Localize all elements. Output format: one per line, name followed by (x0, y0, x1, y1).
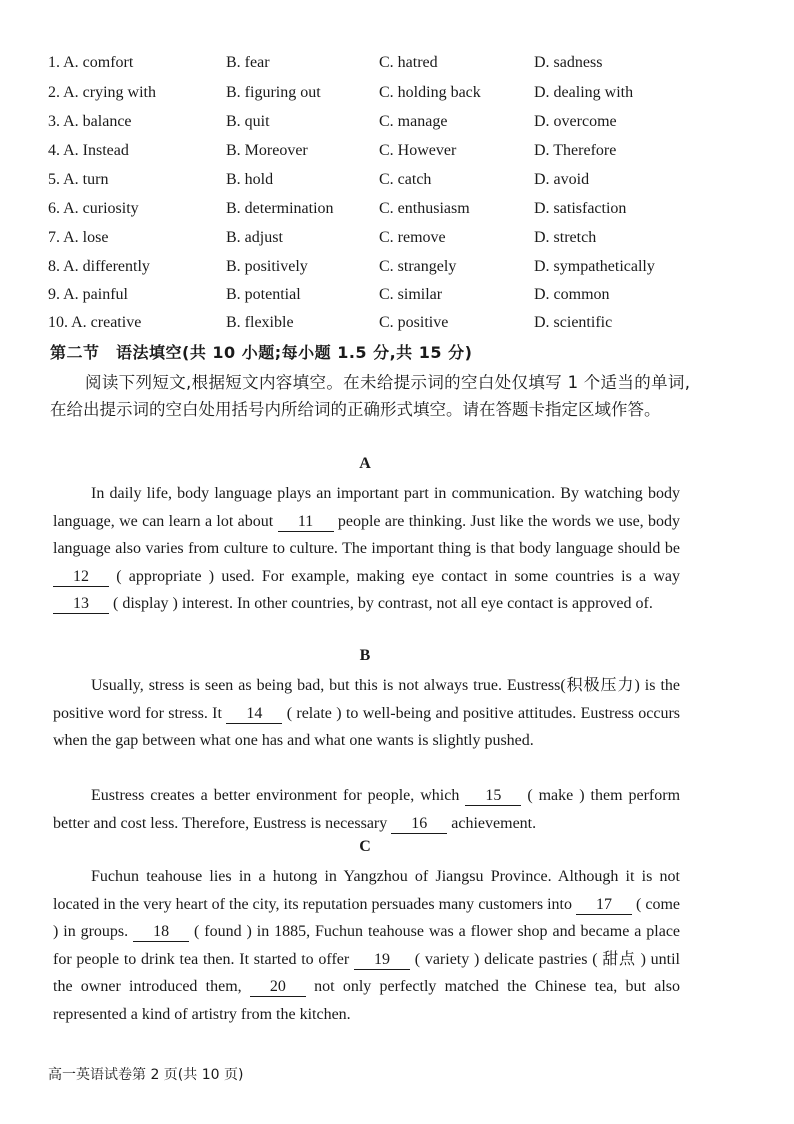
option-row (48, 113, 768, 141)
option-b: B. fear (226, 54, 270, 71)
passage-text: ( make ) them perform better and cost less. Therefore, Eustress is necessary (53, 787, 681, 832)
blank-18[interactable]: 18 (133, 923, 189, 942)
option-c: C. However (379, 142, 457, 159)
option-d: D. satisfaction (534, 200, 627, 217)
option-row (48, 142, 768, 170)
passage-text: ( found ) in 1885, Fuchun teahouse was a flower shop and became a place for people to drink tea then. It started to offer (53, 923, 681, 968)
passage-text: achievement. (451, 814, 537, 832)
blank-12[interactable]: 12 (53, 568, 109, 587)
option-c: C. manage (379, 113, 448, 130)
option-a: 4. A. Instead (48, 142, 129, 159)
passage-text: ( display ) interest. In other countries, by contrast, not all eye contact is approved of. (113, 595, 653, 612)
option-d: D. overcome (534, 113, 617, 130)
blank-14[interactable]: 14 (226, 705, 282, 724)
passage-text: Fuchun teahouse lies in a hutong in Yangzhou of Jiangsu Province. Although it is not located in the very heart of the city, its reputation persuades many customers into (53, 868, 680, 913)
option-row (48, 314, 768, 342)
passage-text: ( come ) in groups. (53, 895, 681, 940)
option-row (48, 54, 768, 82)
option-d: D. scientific (534, 314, 613, 331)
option-c: C. enthusiasm (379, 200, 470, 217)
option-b: B. determination (226, 200, 334, 217)
blank-17[interactable]: 17 (576, 896, 632, 915)
blank-16[interactable]: 16 (391, 815, 447, 834)
option-d: D. stretch (534, 229, 597, 246)
passage-text: Usually, stress is seen as being bad, but this is not always true. Eustress(积极压力) is the positive word for stress. It (53, 677, 680, 722)
option-row (48, 171, 768, 199)
option-a: 9. A. painful (48, 286, 128, 303)
option-b: B. quit (226, 113, 270, 130)
passage-text: not only perfectly matched the Chinese tea, but also represented a kind of artistry from the kitchen. (53, 978, 681, 1023)
option-d: D. sadness (534, 54, 603, 71)
option-c: C. holding back (379, 84, 481, 101)
blank-15[interactable]: 15 (465, 787, 521, 806)
option-row (48, 229, 768, 257)
option-d: D. sympathetically (534, 258, 655, 275)
passage-text: ( appropriate ) used. For example, making eye contact in some countries is a way (116, 567, 680, 585)
option-a: 6. A. curiosity (48, 200, 139, 217)
passage-heading-c: C (359, 838, 371, 855)
blank-13[interactable]: 13 (53, 595, 109, 614)
option-c: C. catch (379, 171, 432, 188)
option-a: 8. A. differently (48, 258, 150, 275)
option-d: D. avoid (534, 171, 590, 188)
passage-b-paragraph-2 (53, 782, 680, 837)
option-c: C. remove (379, 229, 446, 246)
option-row (48, 286, 768, 314)
passage-text: people are thinking. Just like the words we use, body language also varies from culture to culture. The important thing is that body language should be (53, 512, 681, 557)
page-footer: 高一英语试卷第 2 页(共 10 页) (48, 1067, 244, 1083)
passage-text: ( relate ) to well-being and positive attitudes. Eustress occurs when the gap between what one has and what one wants is slightly pushed. (53, 704, 681, 749)
option-row (48, 200, 768, 228)
blank-20[interactable]: 20 (250, 978, 306, 997)
option-a: 1. A. comfort (48, 54, 134, 71)
option-a: 2. A. crying with (48, 84, 156, 101)
passage-heading-b: B (359, 647, 371, 664)
blank-19[interactable]: 19 (354, 951, 410, 970)
option-c: C. strangely (379, 258, 457, 275)
option-b: B. potential (226, 286, 301, 303)
section-title: 第二节 语法填空(共 10 小题;每小题 1.5 分,共 15 分) (50, 343, 473, 362)
option-b: B. Moreover (226, 142, 308, 159)
option-b: B. hold (226, 171, 274, 188)
option-b: B. adjust (226, 229, 283, 246)
option-b: B. positively (226, 258, 308, 275)
option-a: 5. A. turn (48, 171, 109, 188)
passage-heading-a: A (359, 455, 371, 472)
option-c: C. similar (379, 286, 443, 303)
option-d: D. Therefore (534, 142, 617, 159)
option-b: B. figuring out (226, 84, 321, 101)
option-a: 7. A. lose (48, 229, 109, 246)
option-b: B. flexible (226, 314, 294, 331)
option-d: D. common (534, 286, 610, 303)
passage-text: Eustress creates a better environment for people, which (91, 787, 460, 804)
option-a: 10. A. creative (48, 314, 142, 331)
option-d: D. dealing with (534, 84, 634, 101)
option-row (48, 258, 768, 286)
section-instructions: 阅读下列短文,根据短文内容填空。在未给提示词的空白处仅填写 1 个适当的单词,在给出提示词的空白处用括号内所给词的正确形式填空。请在答题卡指定区域作答。 (50, 373, 690, 419)
blank-11[interactable]: 11 (278, 513, 334, 532)
passage-text: ( variety ) delicate pastries ( 甜点 ) until the owner introduced them, (53, 950, 680, 995)
passage-text: In daily life, body language plays an important part in communication. By watching body language, we can learn a lot about (53, 485, 680, 530)
option-a: 3. A. balance (48, 113, 132, 130)
option-row (48, 84, 768, 112)
option-c: C. hatred (379, 54, 438, 71)
passage-c-paragraph (53, 863, 680, 1028)
passage-b-paragraph-1 (53, 672, 680, 755)
option-c: C. positive (379, 314, 449, 331)
passage-a-paragraph (53, 480, 680, 618)
